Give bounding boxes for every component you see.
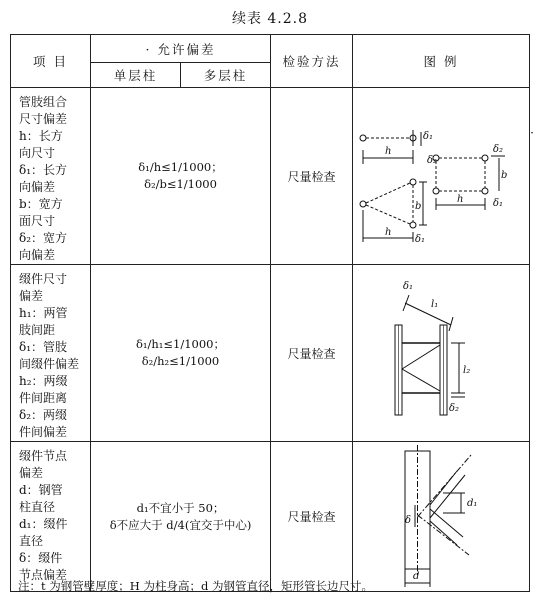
combination-size-diagram (353, 92, 530, 260)
header-figure: 图 例 (353, 35, 530, 88)
table-row (11, 88, 530, 265)
tolerance-line: δ₂/b≤1/1000 (144, 177, 217, 191)
item-line: 件间偏差 (19, 425, 68, 439)
fig-label: h (457, 194, 464, 205)
table-note: 注：t 为钢管壁厚度；H 为柱身高；d 为钢管直径，矩形管长边尺寸。 (18, 579, 373, 593)
item-line: 向偏差 (19, 180, 56, 194)
tolerance-line: d₁不宜小于 50； (136, 500, 225, 515)
header-single-column: 单层柱 (91, 63, 181, 88)
tolerance-table (10, 34, 530, 592)
item-line: δ₂：宽方 (19, 231, 68, 245)
fig-label: h (385, 146, 392, 157)
item-line: 偏差 (19, 289, 44, 303)
figure-cell (353, 265, 530, 442)
item-line: b：宽方 (19, 197, 63, 211)
table-caption: 续表 4.2.8 (231, 11, 309, 27)
tolerance-line: δ₁/h≤1/1000； (138, 160, 223, 174)
item-line: h：长方 (19, 129, 63, 143)
item-line: δ₁：长方 (19, 163, 68, 177)
fig-label: l₁ (431, 299, 439, 310)
item-line: 管肢组合 (19, 95, 68, 109)
method-cell: 尺量检查 (271, 442, 353, 592)
item-line: h₁：两管 (19, 306, 68, 320)
fig-label: h (385, 227, 392, 238)
fig-label: δ₁ (493, 198, 504, 209)
lacing-size-diagram (353, 273, 530, 433)
header-method: 检验方法 (271, 35, 353, 88)
item-line: 间缀件偏差 (19, 357, 80, 371)
item-cell (11, 265, 91, 442)
header-multi-column: 多层柱 (181, 63, 271, 88)
fig-label: δ₂ (449, 403, 460, 414)
item-line: 向尺寸 (19, 146, 56, 160)
header-tolerance: · 允许偏差 (91, 35, 271, 63)
tolerance-line: δ不应大于 d/4(宜交于中心) (109, 517, 252, 532)
item-line: 节点偏差 (19, 568, 68, 582)
item-line: 向偏差 (19, 248, 56, 262)
item-line: h₂：两缀 (19, 374, 68, 388)
item-line: 直径 (19, 534, 44, 548)
tolerance-cell (91, 265, 271, 442)
fig-label: δ₁ (415, 234, 426, 245)
item-line: d：钢管 (19, 483, 63, 497)
item-line: δ₂：两缀 (19, 408, 68, 422)
item-cell (11, 88, 91, 265)
item-line: 偏差 (19, 466, 44, 480)
tolerance-cell (91, 442, 271, 592)
fig-label: δ (405, 514, 412, 526)
fig-label: δ₂ (493, 144, 504, 155)
item-line: 面尺寸 (19, 214, 56, 228)
fig-label: δ₁ (423, 131, 434, 142)
item-line: δ₁：管肢 (19, 340, 68, 354)
item-line: 缀件尺寸 (19, 272, 68, 286)
method-cell: 尺量检查 (271, 88, 353, 265)
figure-cell (353, 442, 530, 592)
item-line: 件间距离 (19, 391, 68, 405)
item-line: 尺寸偏差 (19, 112, 68, 126)
tolerance-cell (91, 88, 271, 265)
header-item: 项 目 (11, 35, 91, 88)
table-row (11, 442, 530, 592)
item-line: d₁：缀件 (19, 517, 68, 531)
fig-label: d₁ (467, 497, 478, 509)
fig-label: δ₂ (427, 155, 438, 166)
tolerance-line: δ₂/h₂≤1/1000 (141, 354, 220, 368)
margin-dot: · (530, 126, 534, 140)
joint-diagram (353, 443, 530, 591)
table-row (11, 265, 530, 442)
tolerance-line: δ₁/h₁≤1/1000； (135, 337, 226, 351)
item-line: 缀件节点 (19, 449, 68, 463)
fig-label: δ₁ (403, 281, 414, 292)
fig-label: b (501, 170, 508, 181)
item-line: δ：缀件 (19, 551, 63, 565)
method-cell: 尺量检查 (271, 265, 353, 442)
fig-label: d (413, 570, 420, 582)
figure-cell (353, 88, 530, 265)
item-line: 柱直径 (19, 500, 56, 514)
item-line: 肢间距 (19, 323, 56, 337)
fig-label: l₂ (463, 365, 471, 376)
item-cell (11, 442, 91, 592)
fig-label: b (415, 201, 422, 212)
